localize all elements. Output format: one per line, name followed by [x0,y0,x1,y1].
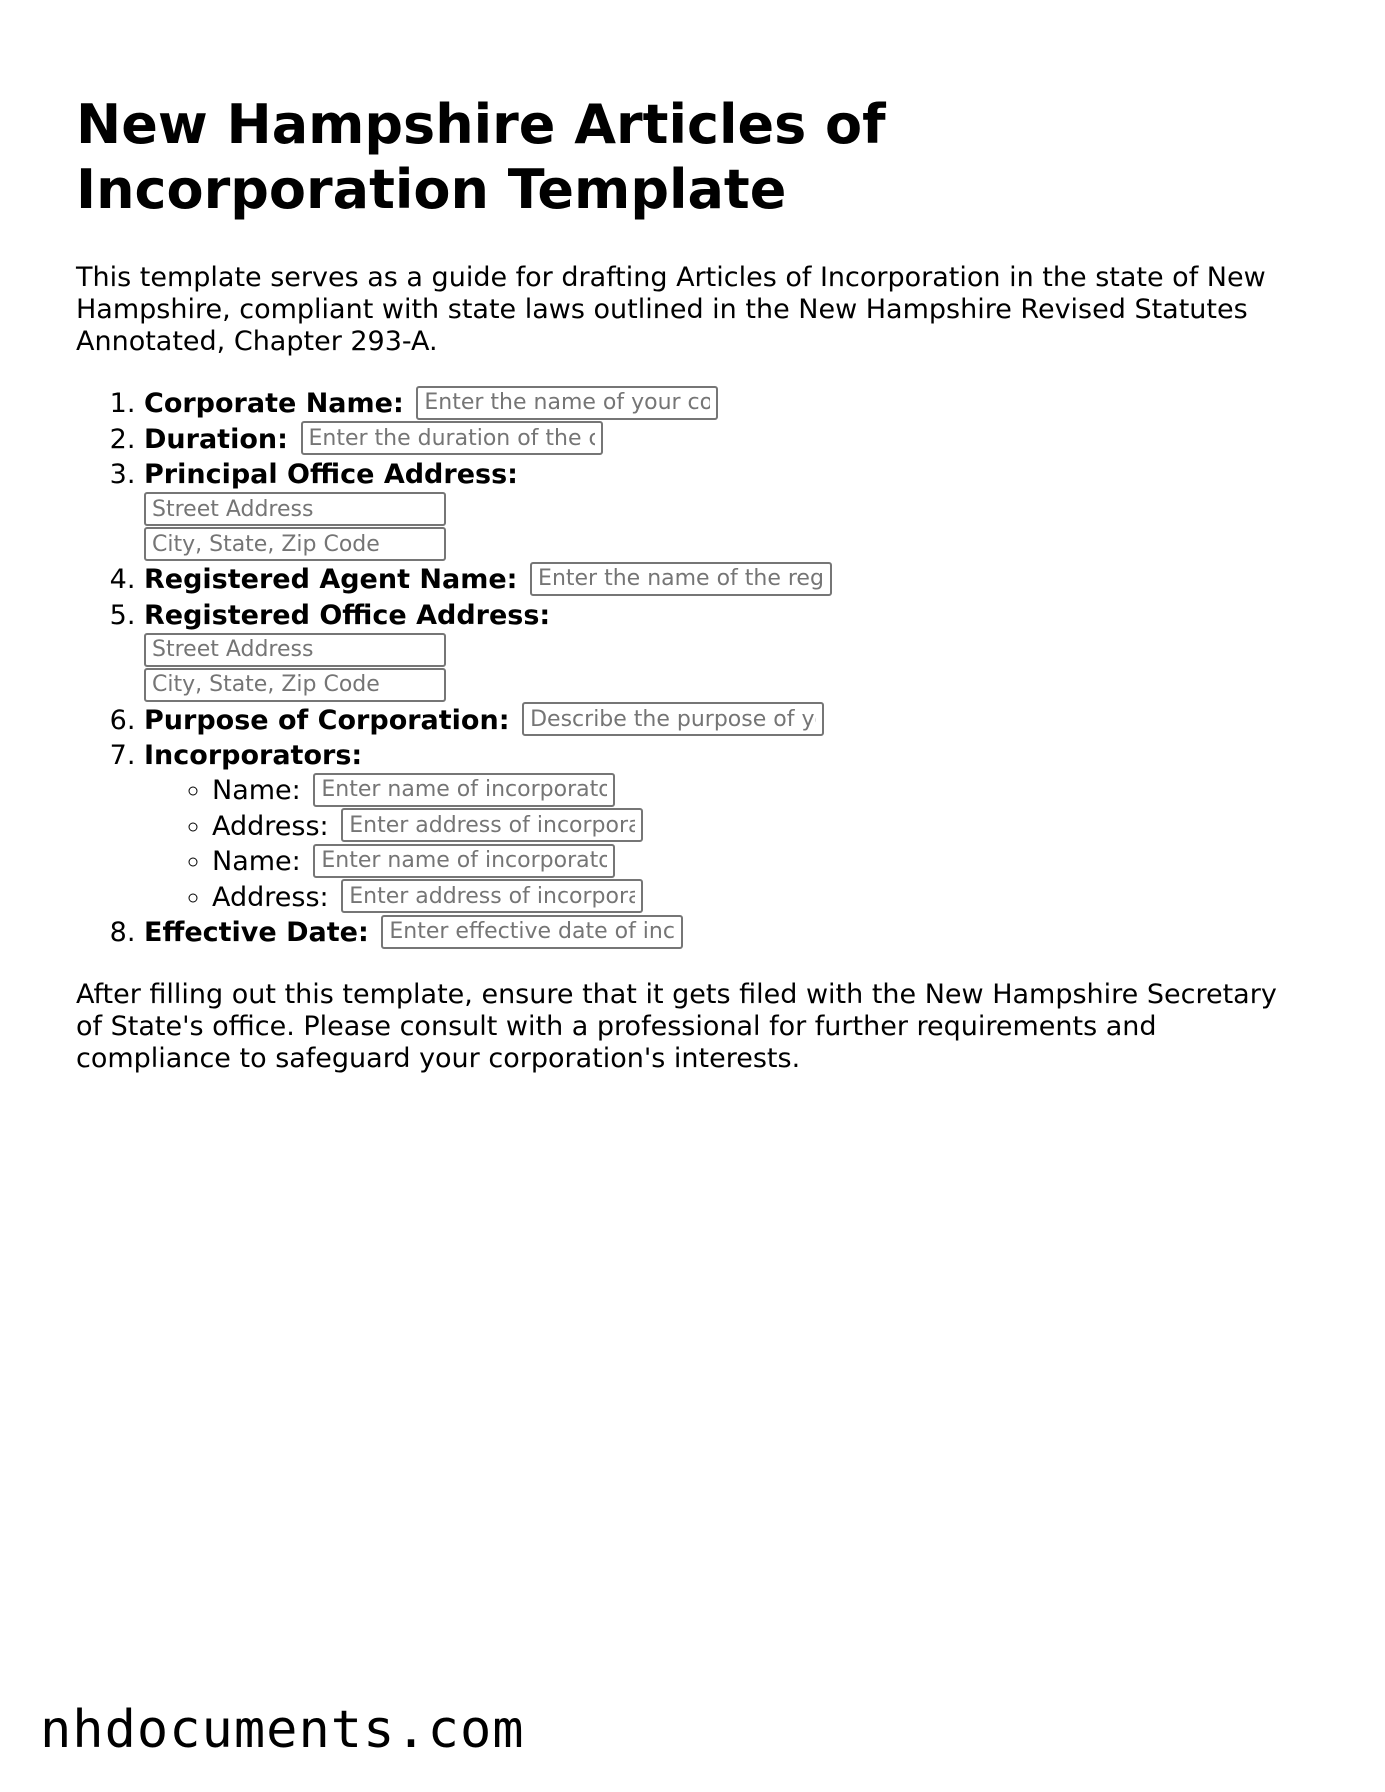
list-item-registered-office [144,598,1316,702]
incorporator-1-address-item [212,809,1316,845]
purpose-label: Purpose of Corporation: [144,704,510,736]
registered-office-city-input[interactable] [144,668,446,702]
duration-input[interactable] [301,421,603,455]
principal-office-street-input[interactable] [144,492,446,526]
registered-agent-input[interactable] [530,562,832,596]
principal-office-city-input[interactable] [144,527,446,561]
incorporators-label: Incorporators: [144,740,363,771]
site-watermark: nhdocuments.com [40,1700,525,1760]
incorporator-1-name-input[interactable] [313,773,615,807]
incorporator-2-name-item [212,844,1316,880]
incorporator-2-address-label: Address: [212,881,329,913]
incorporator-2-name-label: Name: [212,846,301,877]
list-item-principal-office [144,457,1316,561]
corporate-name-input[interactable] [416,386,718,420]
list-item-purpose [144,703,1316,739]
outro-paragraph: After filling out this template, ensure that it gets filed with the New Hampshire Secretary of State's office. Please consult with a professional for further requirements and compliance to safeguard your corporation's interests. [76,978,1277,1074]
list-item-effective-date [144,915,1316,951]
duration-label: Duration: [144,423,288,455]
list-item-incorporators [144,738,1316,915]
document-page [76,92,1316,1075]
incorporator-1-address-label: Address: [212,810,329,842]
incorporator-2-name-input[interactable] [313,844,615,878]
list-item-registered-agent [144,562,1316,598]
registered-agent-label: Registered Agent Name: [144,564,518,595]
incorporator-1-name-item [212,773,1316,809]
incorporator-2-address-input[interactable] [341,879,643,913]
principal-office-label: Principal Office Address: [144,459,518,490]
page-title: New Hampshire Articles of Incorporation Template [76,93,886,221]
incorporator-1-name-label: Name: [212,775,301,806]
list-item-duration [144,422,1316,458]
effective-date-input[interactable] [381,915,683,949]
incorporator-2-address-item [212,880,1316,916]
purpose-input[interactable] [522,702,824,736]
effective-date-label: Effective Date: [144,917,369,948]
articles-field-list [76,386,1316,951]
incorporators-list [144,773,1316,915]
incorporator-1-address-input[interactable] [341,808,643,842]
list-item-corporate-name [144,386,1316,422]
corporate-name-label: Corporate Name: [144,388,404,419]
registered-office-street-input[interactable] [144,633,446,667]
registered-office-label: Registered Office Address: [144,599,551,631]
intro-paragraph: This template serves as a guide for drafting Articles of Incorporation in the state of New Hampshire, compliant with state laws outlined in the New Hampshire Revised Statutes Annotated, Chapter 293-A. [76,262,1266,357]
